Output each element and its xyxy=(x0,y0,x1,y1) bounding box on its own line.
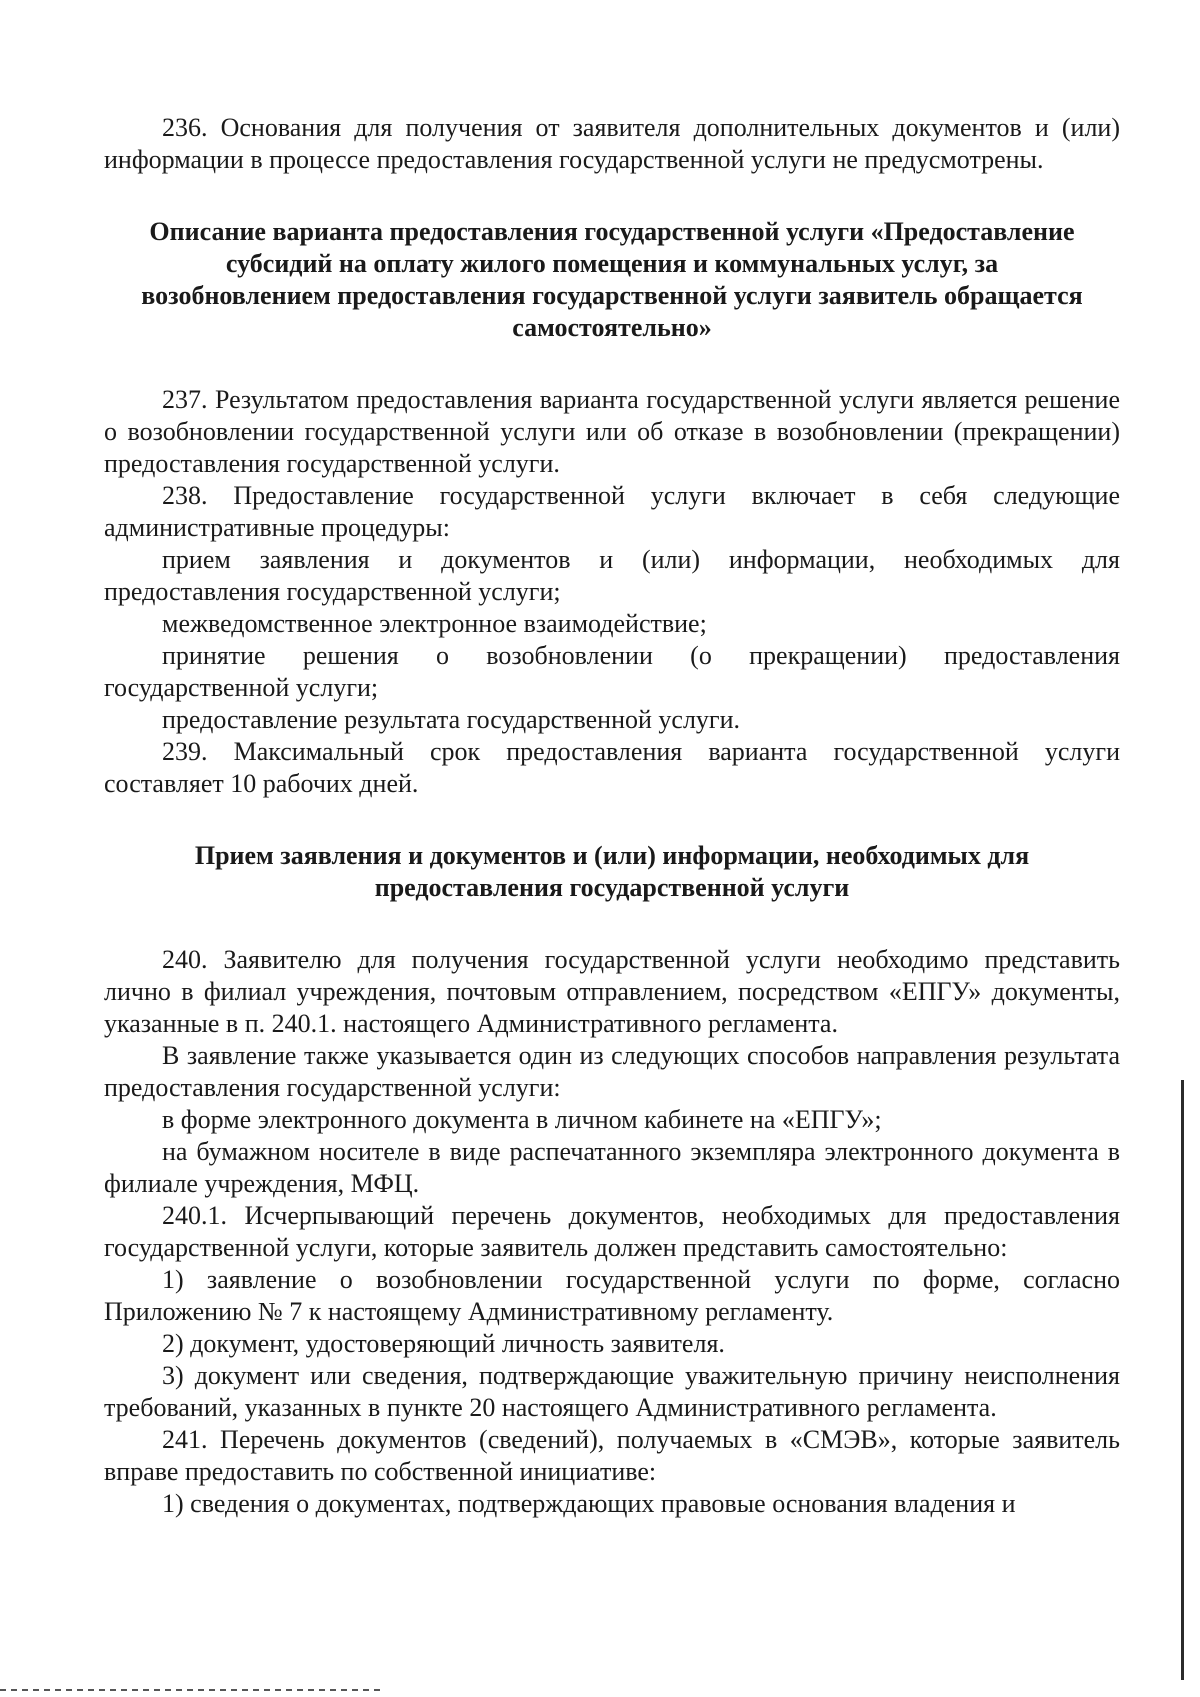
paragraph-237: 237. Результатом предоставления варианта государственной услуги является решение о возобновлении государственной услуги или об отказе в возобновлении (прекращении) предоставления государственной услуги. xyxy=(104,385,1120,478)
list-item-procedure-1: прием заявления и документов и (или) информации, необходимых для предоставления государственной услуги; xyxy=(104,545,1120,606)
paragraph-236: 236. Основания для получения от заявителя дополнительных документов и (или) информации в процессе предоставления государственной услуги не предусмотрены. xyxy=(104,113,1120,174)
heading-variant-description: Описание варианта предоставления государственной услуги «Предоставление субсидий на оплату жилого помещения и коммунальных услуг, за возобновлением предоставления государственной услуги заявитель обращается самостоятельно» xyxy=(141,217,1083,342)
list-item-procedure-3: принятие решения о возобновлении (о прекращении) предоставления государственной услуги; xyxy=(104,641,1120,702)
paragraph-238: 238. Предоставление государственной услуги включает в себя следующие административные процедуры: xyxy=(104,481,1120,542)
heading-receipt-of-application: Прием заявления и документов и (или) информации, необходимых для предоставления государственной услуги xyxy=(194,841,1030,902)
paragraph-240: 240. Заявителю для получения государственной услуги необходимо представить лично в филиал учреждения, почтовым отправлением, посредством «ЕПГУ» документы, указанные в п. 240.1. настоящего Административного регламента. xyxy=(104,945,1120,1038)
list-item-document-3: 3) документ или сведения, подтверждающие уважительную причину неисполнения требований, указанных в пункте 20 настоящего Административного регламента. xyxy=(104,1361,1120,1422)
list-item-procedure-4: предоставление результата государственной услуги. xyxy=(162,705,741,734)
paragraph-240-1: 240.1. Исчерпывающий перечень документов, необходимых для предоставления государственной услуги, которые заявитель должен представить самостоятельно: xyxy=(104,1201,1120,1262)
list-item-document-2: 2) документ, удостоверяющий личность заявителя. xyxy=(162,1329,725,1358)
list-item-procedure-2: межведомственное электронное взаимодействие; xyxy=(162,609,707,638)
list-item-smev-1: 1) сведения о документах, подтверждающих правовые основания владения и xyxy=(162,1489,1016,1518)
list-item-delivery-epgu: в форме электронного документа в личном кабинете на «ЕПГУ»; xyxy=(162,1105,882,1134)
document-body xyxy=(104,112,1120,1520)
paragraph-240-delivery-methods: В заявление также указывается один из следующих способов направления результата предоставления государственной услуги: xyxy=(104,1041,1120,1102)
scan-edge-shadow xyxy=(1181,1080,1184,1680)
scan-bottom-artifact xyxy=(0,1689,380,1691)
paragraph-241: 241. Перечень документов (сведений), получаемых в «СМЭВ», которые заявитель вправе предоставить по собственной инициативе: xyxy=(104,1425,1120,1486)
paragraph-239: 239. Максимальный срок предоставления варианта государственной услуги составляет 10 рабочих дней. xyxy=(104,737,1120,798)
list-item-document-1: 1) заявление о возобновлении государственной услуги по форме, согласно Приложению № 7 к настоящему Административному регламенту. xyxy=(104,1265,1120,1326)
list-item-delivery-paper: на бумажном носителе в виде распечатанного экземпляра электронного документа в филиале учреждения, МФЦ. xyxy=(104,1137,1120,1198)
